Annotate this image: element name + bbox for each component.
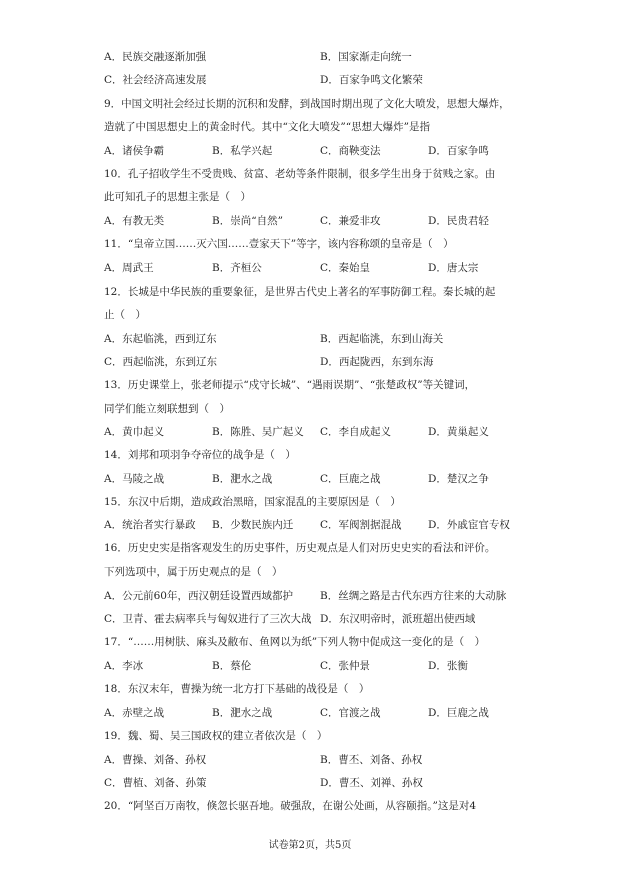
q11-option-c: C．秦始皇	[320, 262, 371, 274]
q18-option-c: C．官渡之战	[320, 707, 381, 719]
q10-option-d: D．民贵君轻	[428, 215, 489, 227]
q13-option-b: B．陈胜、吴广起义	[212, 426, 304, 438]
q12-option-a: A．东起临洮，西到辽东	[104, 333, 217, 345]
option-d: D．百家争鸣文化繁荣	[320, 74, 423, 86]
q9-option-b: B．私学兴起	[212, 145, 273, 157]
question-19-stem: 19．魏、蜀、吴三国政权的建立者依次是（ ）	[104, 730, 328, 742]
q15-option-c: C．军阀割据混战	[320, 519, 402, 531]
question-16-stem: 16．历史史实是指客观发生的历史事件，历史观点是人们对历史史实的看法和评价。	[104, 542, 496, 554]
q9-option-c: C．商鞅变法	[320, 145, 381, 157]
q16-option-b: B．丝绸之路是古代东西方往来的大动脉	[320, 590, 507, 602]
question-18-stem: 18．东汉末年，曹操为统一北方打下基础的战役是（ ）	[104, 683, 370, 695]
q17-option-c: C．张仲景	[320, 660, 371, 672]
q15-option-b: B．少数民族内迁	[212, 519, 294, 531]
page-footer: 试卷第2页，共5页	[268, 840, 352, 851]
option-a: A．民族交融逐渐加强	[104, 51, 207, 63]
q9-option-a: A．诸侯争霸	[104, 145, 165, 157]
q14-option-b: B．淝水之战	[212, 473, 273, 485]
q18-option-b: B．淝水之战	[212, 707, 273, 719]
q10-option-c: C．兼爱非攻	[320, 215, 381, 227]
question-12-stem: 12．长城是中华民族的重要象征，是世界古代史上著名的军事防御工程。秦长城的起	[104, 286, 496, 298]
q18-option-d: D．巨鹿之战	[428, 707, 489, 719]
q15-option-d: D．外戚宦官专权	[428, 519, 510, 531]
q13-option-c: C．李自成起义	[320, 426, 392, 438]
q10-option-a: A．有教无类	[104, 215, 165, 227]
q18-option-a: A．赤壁之战	[104, 707, 165, 719]
question-16-stem-cont: 下列选项中，属于历史观点的是（ ）	[104, 566, 283, 578]
question-14-stem: 14．刘邦和项羽争夺帝位的战争是（ ）	[104, 449, 296, 461]
q12-option-b: B．西起临洮，东到山海关	[320, 333, 444, 345]
q19-option-c: C．曹植、刘备、孙策	[104, 777, 207, 789]
question-9-stem: 9．中国文明社会经过长期的沉积和发酵，到战国时期出现了文化大喷发，思想大爆炸，	[104, 98, 510, 110]
q17-option-d: D．张衡	[428, 660, 468, 672]
q12-option-c: C．西起临洮，东到辽东	[104, 356, 218, 368]
q17-option-b: B．蔡伦	[212, 660, 252, 672]
q13-option-a: A．黄巾起义	[104, 426, 165, 438]
q15-option-a: A．统治者实行暴政	[104, 519, 196, 531]
q16-option-d: D．东汉明帝时，派班超出使西域	[320, 613, 476, 625]
option-c: C．社会经济高速发展	[104, 74, 207, 86]
question-17-stem: 17．“……用树肤、麻头及敝布、鱼网以为纸”下列人物中促成这一变化的是（ ）	[104, 636, 486, 648]
question-13-stem-cont: 同学们能立刻联想到（ ）	[104, 403, 230, 415]
question-13-stem: 13．历史课堂上，张老师提示“戍守长城”、“遇雨误期”、“张楚政权”等关键词，	[104, 379, 476, 391]
q16-option-c: C．卫青、霍去病率兵与匈奴进行了三次大战	[104, 613, 312, 625]
q14-option-c: C．巨鹿之战	[320, 473, 381, 485]
q19-option-a: A．曹操、刘备、孙权	[104, 754, 207, 766]
q11-option-d: D．唐太宗	[428, 262, 479, 274]
q11-option-b: B．齐桓公	[212, 262, 262, 274]
question-10-stem-cont: 此可知孔子的思想主张是（ ）	[104, 191, 251, 203]
option-b: B．国家渐走向统一	[320, 51, 412, 63]
q11-option-a: A．周武王	[104, 262, 154, 274]
q10-option-b: B．崇尚“自然”	[212, 215, 283, 227]
q16-option-a: A．公元前60年，西汉朝廷设置西域都护	[104, 590, 293, 602]
q12-option-d: D．西起陇西，东到东海	[320, 356, 434, 368]
q19-option-b: B．曹丕、刘备、孙权	[320, 754, 423, 766]
q14-option-a: A．马陵之战	[104, 473, 165, 485]
q17-option-a: A．李冰	[104, 660, 144, 672]
question-11-stem: 11．“皇帝立国……灭六国……壹家天下”等字，该内容称颂的皇帝是（ ）	[104, 238, 454, 250]
question-12-stem-cont: 止（ ）	[104, 309, 146, 321]
q19-option-d: D．曹丕、刘禅、孙权	[320, 777, 423, 789]
q9-option-d: D．百家争鸣	[428, 145, 489, 157]
question-20-stem: 20．“阿坚百万南牧，倏忽长驱吾地。破强敌，在谢公处画，从容颐指。”这是对4	[104, 800, 477, 812]
question-10-stem: 10．孔子招收学生不受贵贱、贫富、老幼等条件限制，很多学生出身于贫贱之家。由	[104, 168, 496, 180]
question-9-stem-cont: 造就了中国思想史上的黄金时代。其中“文化大喷发”“思想大爆炸”是指	[104, 121, 430, 133]
q13-option-d: D．黄巢起义	[428, 426, 489, 438]
q14-option-d: D．楚汉之争	[428, 473, 489, 485]
question-15-stem: 15．东汉中后期，造成政治黑暗，国家混乱的主要原因是（ ）	[104, 496, 401, 508]
